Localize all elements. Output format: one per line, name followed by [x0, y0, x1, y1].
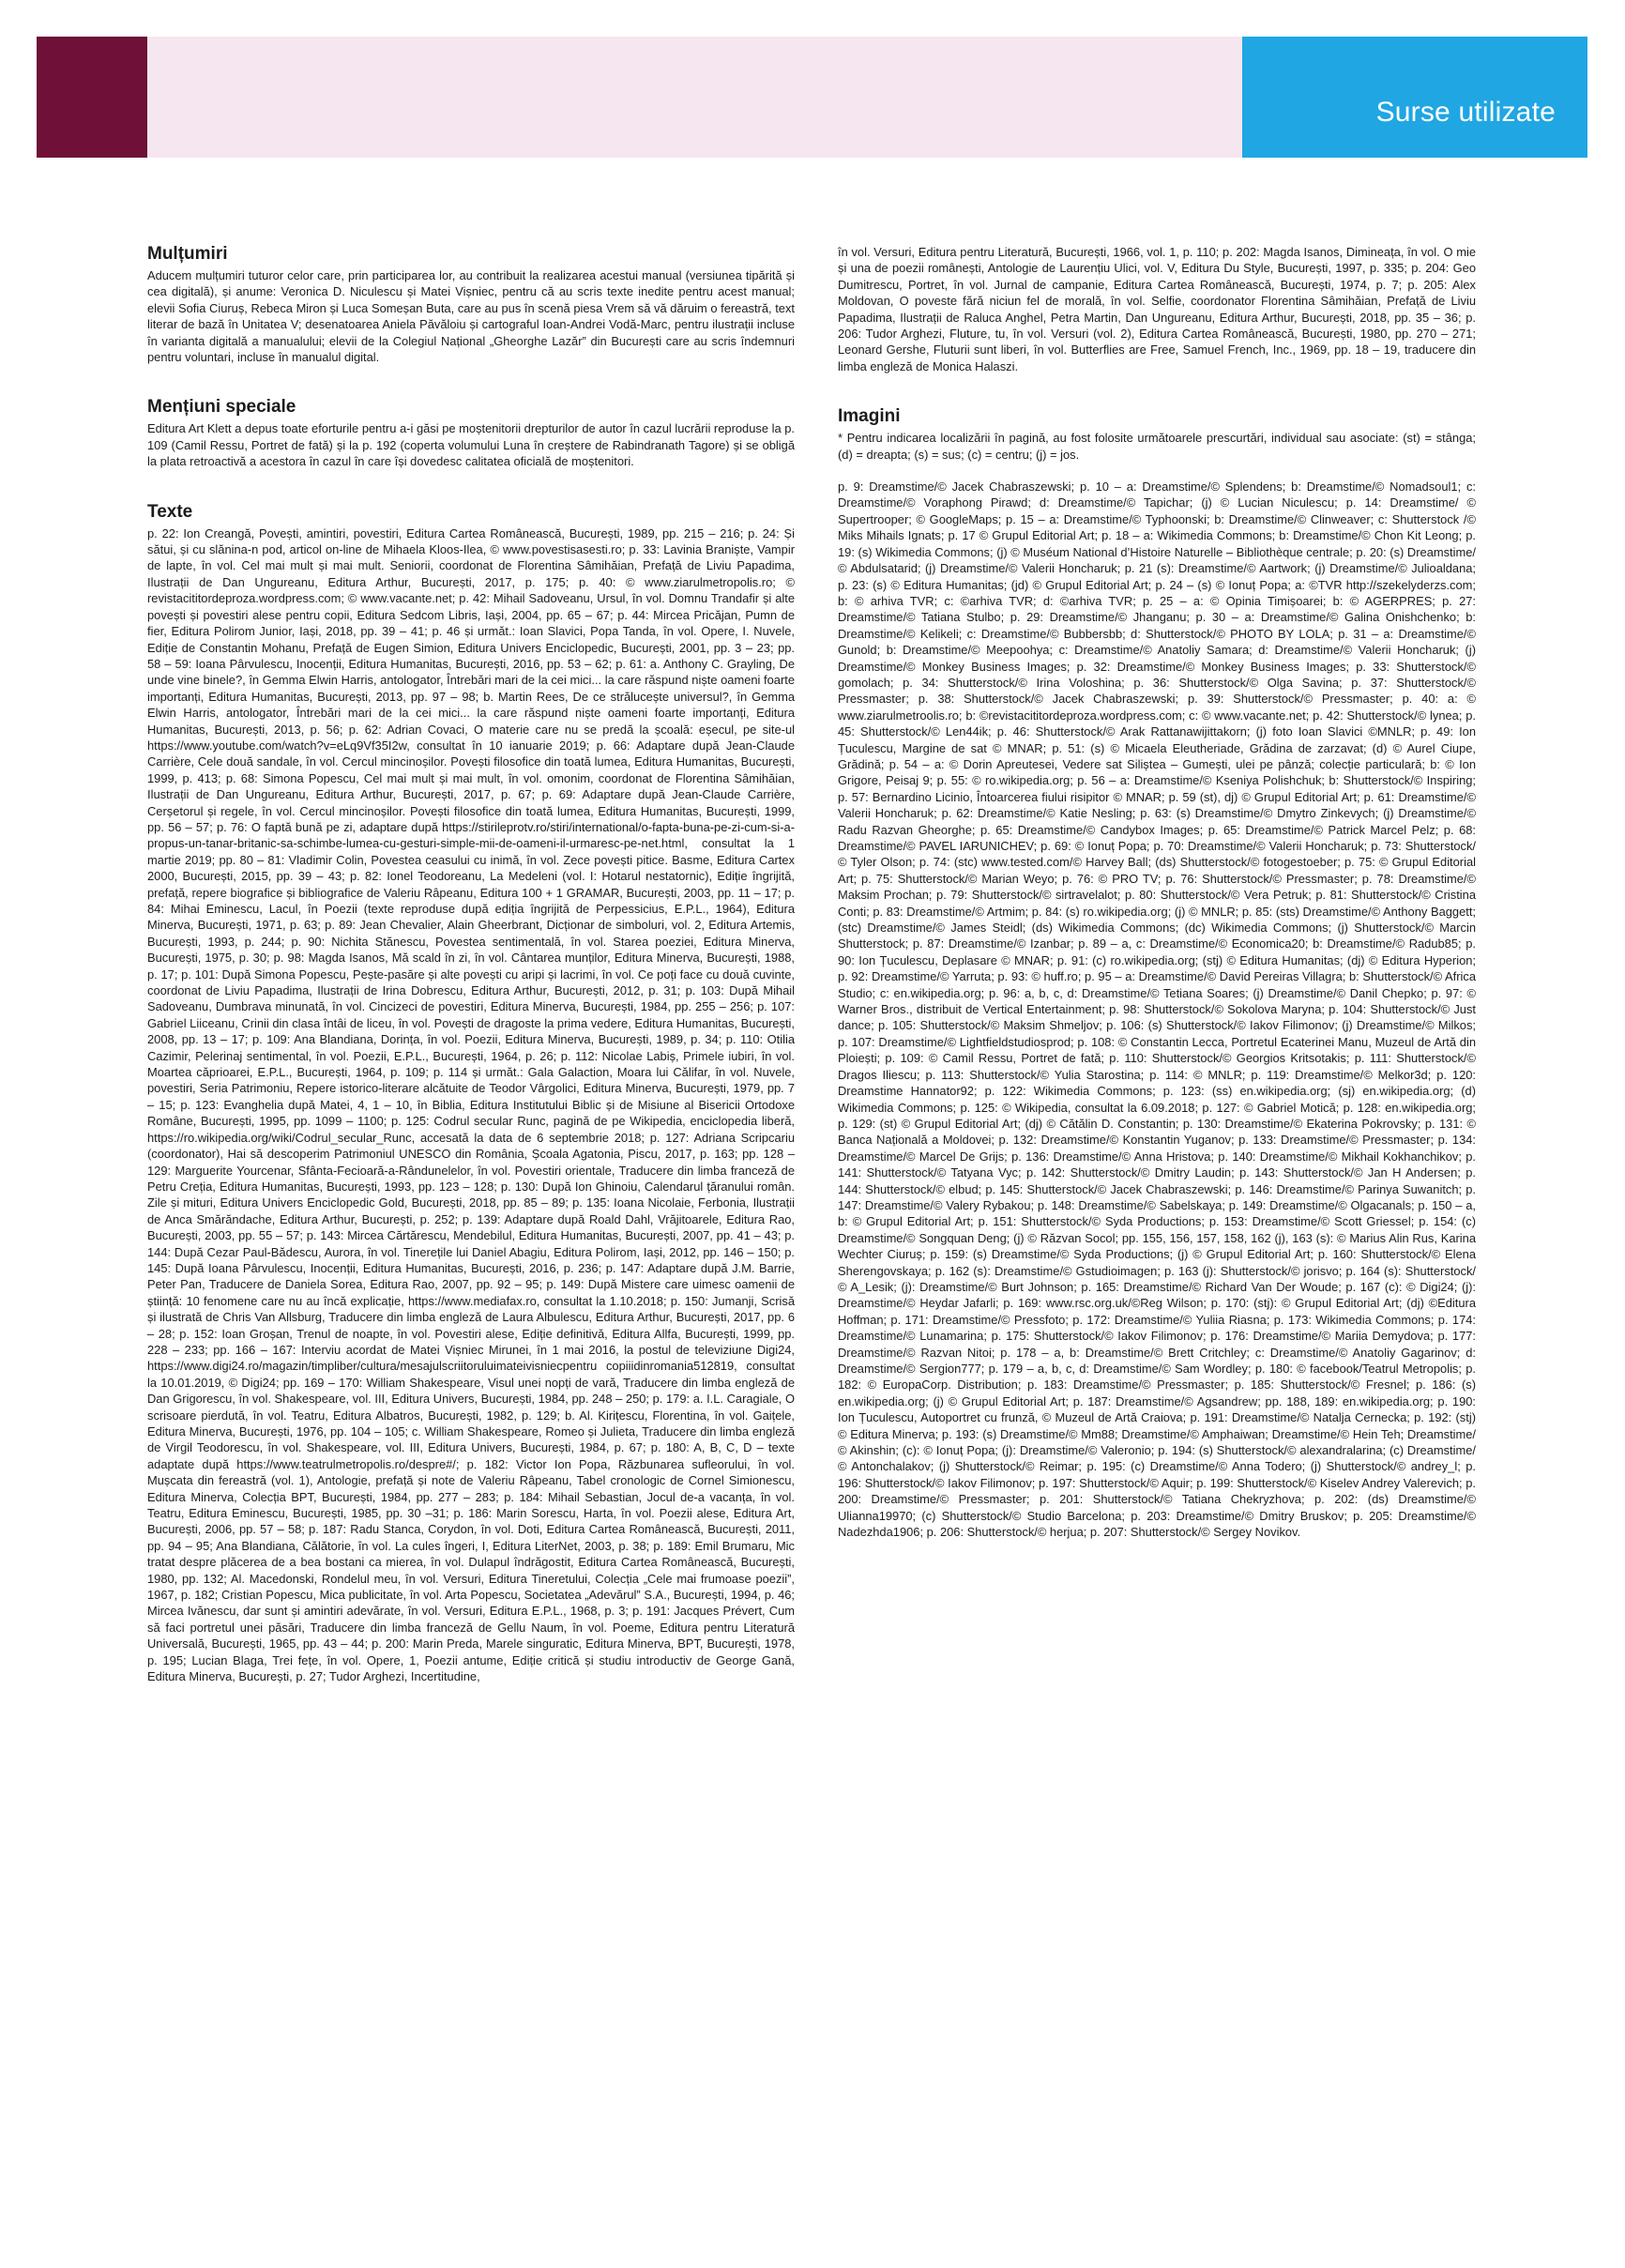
left-column	[147, 244, 795, 1704]
special-mentions-section	[147, 397, 795, 469]
images-heading: Imagini	[838, 406, 901, 427]
texts-sources: p. 22: Ion Creangă, Povești, amintiri, povestiri, Editura Cartea Românească, București, 1989, pp. 215 – 216; p. 24: Și sătui, și cu slănina-n pod, articol on-line de Mihaela Kloos-Ilea, © www.povestisasesti.ro; p. 33: Lavinia Braniște, Vampir de lapte, în vol. Cel mai mult și mai mult. Seniorii, coordonat de Florentina Sâmihăian, Prefață de Liviu Papadima, Ilustrații de Dan Ungureanu, Editura Arthur, București, 2017, p. 175; p. 40: © www.ziarulmetropolis.ro; © revistacititordeproza.wordpress.com; © www.vacante.net; p. 42: Mihail Sadoveanu, Ursul, în vol. Domnu Trandafir și alte povești și povestiri alese pentru copii, Editura Sedcom Libris, Iași, 2004, pp. 65 – 67; p. 44: Mircea Pricăjan, Pumn de fier, Editura Polirom Junior, Iași, 2018, pp. 39 – 41; p. 46 și următ.: Ioan Slavici, Popa Tanda, în vol. Opere, I. Nuvele, Ediție de Constantin Mohanu, Prefață de Eugen Simion, Editura Univers Enciclopedic, București, 2001, pp. 3 – 23; pp. 58 – 59: Ioana Pârvulescu, Inocenții, Editura Humanitas, București, 2016, pp. 53 – 62; p. 61: a. Anthony C. Grayling, De unde vine binele?, în Gemma Elwin Harris, antologator, Întrebări mari de la cei mici... la care răspund niște oameni foarte importanți, Editura Humanitas, București, 2013, pp. 97 – 98; b. Martin Rees, De ce strălucește universul?, în Gemma Elwin Harris, antologator, Întrebări mari de la cei mici... la care răspund niște oameni foarte importanți, Editura Humanitas, București, 2013, p. 56; p. 62: Adrian Covaci, O materie care nu se predă la școală: eșecul, pe site-ul https://www.youtube.com/watch?v=eLq9Vf35I2w, consultat în 10 ianuarie 2019; p. 66: Adaptare după Jean-Claude Carrière, Cele două sandale, în vol. Cercul mincinoșilor. Povești filosofice din toată lumea, Editura Humanitas, București, 1999, p. 413; p. 68: Simona Popescu, Cel mai mult și mai mult, în vol. omonim, coordonat de Florentina Sâmihăian, Ilustrații de Dan Ungureanu, Editura Arthur, București, 2017, p. 67; p. 69: Adaptare după Jean-Claude Carrière, Cerșetorul și regele, în vol. Cercul mincinoșilor. Povești filosofice din toată lumea, Editura Humanitas, București, 1999, pp. 56 – 57; p. 76: O faptă bună pe zi, adaptare după https://stirileprotv.ro/stiri/international/o-fapta-buna-pe-zi-cum-si-a-propus-un-tanar-britanic-sa-schimbe-lumea-cu-gesturi-simple-mii-de-oameni-il-urmaresc-pe-net.html, consultat la 1 martie 2019; pp. 80 – 81: Vladimir Colin, Povestea ceasului cu inimă, în vol. Zece povești pitice. Basme, Editura Cartex 2000, București, 2015, pp. 39 – 43; p. 82: Ionel Teodoreanu, La Medeleni (vol. I: Hotarul nestatornic), Ediție îngrijită, prefață, repere biografice și bibliografice de Valeriu Râpeanu, Editura 100 + 1 GRAMAR, București, 2003, pp. 11 – 17; p. 84: Mihai Eminescu, Lacul, în Poezii (texte reproduse după ediția îngrijită de Perpessicius, E.P.L., 1964), Editura Minerva, București, 1971, p. 63; p. 89: Jean Chevalier, Alain Gheerbrant, Dicționar de simboluri, vol. 2, Editura Artemis, București, 1993, p. 244; p. 90: Nichita Stănescu, Povestea sentimentală, în vol. Starea poeziei, Editura Minerva, București, 1975, p. 30; p. 98: Magda Isanos, Mă scald în zi, în vol. Cântarea munților, Editura Minerva, București, 1988, p. 17; p. 101: După Simona Popescu, Pește-pasăre și alte povești cu aripi și lacrimi, în vol. Ce poți face cu două cuvinte, coordonat de Liviu Papadima, Ilustrații de Irina Dobrescu, Editura Arthur, București, 2012, p. 31; p. 103: După Mihail Sadoveanu, Dumbrava minunată, în vol. Cincizeci de povestiri, Editura Minerva, București, 1984, pp. 255 – 256; p. 107: Gabriel Liiceanu, Crinii din clasa întâi de liceu, în vol. Povești de dragoste la prima vedere, Editura Humanitas, București, 2008, pp. 13 – 17; p. 109: Ana Blandiana, Dorința, în vol. Poezii, Editura Minerva, București, 1989, p. 34; p. 110: Otilia Cazimir, Pelerinaj sentimental, în vol. Poezii, E.P.L., București, 1964, p. 26; p. 112: Nicolae Labiș, Primele iubiri, în vol. Moartea căprioarei, E.P.L., București, 1964, p. 109; p. 114 și următ.: Gala Galaction, Moara lui Călifar, în vol. Nuvele, povestiri, Seria Patrimoniu, Repere istorico-literare alcătuite de Teodor Vârgolici, Editura Minerva, București, 1979, pp. 7 – 15; p. 123: Evanghelia după Matei, 4, 1 – 10, în Biblia, Editura Institutului Biblic și de Misiune al Bisericii Ortodoxe Române, București, 1995, pp. 1099 – 1100; p. 125: Codrul secular Runc, pagină de pe Wikipedia, enciclopedia liberă, https://ro.wikipedia.org/wiki/Codrul_secular_Runc, accesată la data de 6 septembrie 2018; p. 127: Adriana Scripcariu (coordonator), Hai să descoperim Patrimoniul UNESCO din România, Școala Agatonia, Piscu, 2017, p. 163; pp. 128 – 129: Marguerite Yourcenar, Sfânta-Fecioară-a-Rândunelelor, în vol. Povestiri orientale, Traducere din limba franceză de Petru Creția, Editura Humanitas, București, 1993, pp. 123 – 128; p. 130: După Ion Ghinoiu, Calendarul țăranului român. Zile și mituri, Editura Univers Enciclopedic Gold, București, 2018, pp. 85 – 89; p. 135: Ioana Nicolaie, Ferbonia, Ilustrații de Anca Smărăndache, Editura Arthur, București, p. 252; p. 139: Adaptare după Roald Dahl, Vrăjitoarele, Editura Rao, București, 2003, pp. 55 – 57; p. 143: Mircea Cărtărescu, Mendebilul, Editura Humanitas, București, 2007, pp. 41 – 43; p. 144: După Cezar Paul-Bădescu, Aurora, în vol. Tinerețile lui Daniel Abagiu, Editura Polirom, Iași, 2012, pp. 146 – 150; p. 145: După Ioana Pârvulescu, Inocenții, Editura Humanitas, București, 2016, p. 236; p. 147: Adaptare după J.M. Barrie, Peter Pan, Traducere de Daniela Sorea, Editura Rao, 2007, pp. 92 – 95; p. 149: După Mistere care uimesc oamenii de știință: 10 fenomene care nu au încă explicație, https://www.mediafax.ro, consultat la 1.10.2018; p. 150: Jumanji, Scrisă și ilustrată de Chris Van Allsburg, Traducere din limba engleză de Laura Albulescu, Editura Arthur, București, 2017, pp. 6 – 28; p. 152: Ioan Groșan, Trenul de noapte, în vol. Povestiri alese, Ediție definitivă, Editura Allfa, București, 1999, pp. 228 – 233; pp. 166 – 167: Interviu acordat de Matei Vișniec Mirunei, în 1 mai 2016, la postul de televiziune Digi24, https://www.digi24.ro/magazin/timpliber/cultura/mesajulscriitoruluimateivisniecpentru copiiidinromania512819, consultat la 10.01.2019, © Digi24; pp. 169 – 170: William Shakespeare, Visul unei nopți de vară, Traducere din limba engleză de Dan Grigorescu, în vol. Shakespeare, vol. III, Editura Univers, București, 1984, pp. 248 – 250; p. 179: a. I.L. Caragiale, O scrisoare pierdută, în vol. Teatru, Editura Albatros, București, 1982, p. 129; b. Al. Kirițescu, Florentina, în vol. Gaițele, Editura Minerva, București, 1976, pp. 104 – 105; c. William Shakespeare, Romeo și Julieta, Traducere din limba engleză de Virgil Teodorescu, în vol. Shakespeare, vol. III, Editura Univers, București, 1984, p. 67; p. 180: A, B, C, D – texte adaptate după https://www.teatrulmetropolis.ro/despre#/; p. 182: Victor Ion Popa, Răzbunarea sufleorului, în vol. Mușcata din fereastră (vol. 1), Antologie, prefață și note de Valeriu Râpeanu, Tabel cronologic de Cornel Simionescu, Editura Minerva, Colecția BPT, București, 1984, pp. 277 – 283; p. 184: Mihail Sebastian, Jocul de-a vacanța, în vol. Teatru, Editura Eminescu, București, 1985, pp. 30 –31; p. 186: Marin Sorescu, Harta, în vol. Poezii alese, Editura Art, București, 2006, pp. 57 – 58; p. 187: Radu Stanca, Corydon, în vol. Doti, Editura Cartea Românească, București, 2011, pp. 94 – 95; Ana Blandiana, Călătorie, în vol. La cules îngeri, I, Editura LiterNet, 2003, p. 38; p. 189: Emil Brumaru, Mic tratat despre plăcerea de a bea bostani ca mierea, în vol. Dulapul îndrăgostit, Editura Cartea Românească, București, 1980, pp. 132; Al. Macedonski, Rondelul meu, în vol. Versuri, Editura Tineretului, Colecția „Cele mai frumoase poezii”, 1967, p. 182; Cristian Popescu, Mica publicitate, în vol. Arta Popescu, Societatea „Adevărul” S.A., București, 1994, p. 46; Mircea Ivănescu, dar sunt și amintiri adevărate, în vol. Versuri, Editura E.P.L., 1968, p. 3; p. 191: Jacques Prévert, Cum să faci portretul unei păsări, Traducere din limba franceză de Gellu Naum, în vol. Poeme, Editura pentru Literatură Universală, București, 1965, pp. 43 – 44; p. 200: Marin Preda, Marele singuratic, Editura Minerva, BPT, București, 1978, p. 195; Lucian Blaga, Trei fețe, în vol. Opere, 1, Poezii antume, Ediție critică și studiu introductiv de George Gană, Editura Minerva, București, p. 27; Tudor Arghezi, Incertitudine,	[147, 525, 795, 1684]
acknowledgements-heading: Mulțumiri	[147, 244, 228, 264]
texts-continued-section	[838, 244, 1476, 374]
right-column	[838, 244, 1476, 1559]
acknowledgements-text: Aducem mulțumiri tuturor celor care, prin participarea lor, au contribuit la realizarea acestui manual (versiunea tipărită și cea digitală), și anume: Veronica D. Niculescu și Matei Vișniec, pentru că au scris texte inedite pentru acest manual; elevii Sofia Ciuruș, Rebeca Miron și Luca Someșan Buta, care au pus în scenă piesa Vrem să vă dăruim o fereastră, text literar de bază în Unitatea V; desenatoarea Aniela Păvăloiu și cartograful Ioan-Andrei Vodă-Marc, pentru ilustrații incluse în varianta digitală a manualului; elevii de la Colegiul Național „Gheorghe Lazăr” din București care au scris îndemnuri pentru voluntari, incluse în manualul digital.	[147, 268, 795, 365]
texts-heading: Texte	[147, 501, 193, 522]
header-accent-block	[37, 37, 147, 158]
special-mentions-text: Editura Art Klett a depus toate eforturile pentru a-i găsi pe moștenitorii drepturilor de autor în cazul lucrării reproduse la p. 109 (Camil Ressu, Portret de fată) și la p. 192 (coperta volumului Luna în creștere de Rabindranath Tagore) și se obligă la plata retroactivă a acestora în cazul în care își dovedesc calitatea oficială de moștenitori.	[147, 421, 795, 469]
page-title: Surse utilizate	[1375, 97, 1556, 128]
texts-sources-continued: în vol. Versuri, Editura pentru Literatură, București, 1966, vol. 1, p. 110; p. 202: Magda Isanos, Dimineața, în vol. O mie și una de poezii românești, Antologie de Laurențiu Ulici, vol. V, Editura Du Style, București, 1997, p. 335; p. 204: Geo Dumitrescu, Portret, în vol. Jurnal de campanie, Editura Cartea Românească, București, 1974, p. 7; p. 205: Alex Moldovan, O poveste fără niciun fel de morală, în vol. Selfie, coordonator Florentina Sâmihăian, Prefață de Liviu Papadima, Ilustrații de Raluca Anghel, Petra Martin, Dan Ungureanu, Editura Arthur, București, 2018, pp. 35 – 36; p. 206: Tudor Arghezi, Fluture, tu, în vol. Versuri (vol. 2), Editura Cartea Românească, București, 1980, pp. 270 – 271; Leonard Gershe, Fluturii sunt liberi, în vol. Butterflies are Free, Samuel French, Inc., 1969, pp. 18 – 19, traducere din limba engleză de Monica Halaszi.	[838, 245, 1476, 373]
images-abbreviation-note: * Pentru indicarea localizării în pagină, au fost folosite următoarele prescurtări, individual sau asociate: (st) = stânga; (d) = dreapta; (s) = sus; (c) = centru; (j) = jos.	[838, 431, 1476, 462]
special-mentions-heading: Mențiuni speciale	[147, 397, 296, 418]
header-title-block	[1242, 37, 1587, 158]
images-sources: p. 9: Dreamstime/© Jacek Chabraszewski; p. 10 – a: Dreamstime/© Splendens; b: Dreamstime/© Nomadsoul1; c: Dreamstime/© Voraphong Pirawd; d: Dreamstime/© Tapichar; (j) © Lucian Niculescu; p. 14: Dreamstime/ © Supertrooper; © GoogleMaps; p. 15 – a: Dreamstime/© Typhoonski; b: Dreamstime/© Clinweaver; c: Shutterstock /© Miks Mihails Ignats; p. 17 © Grupul Editorial Art; p. 18 – a: Wikimedia Commons; b: Dreamstime/© Chon Kit Leong; p. 19: (s) Wikimedia Commons; (j) © Muséum National d’Histoire Naturelle – Bibliothèque centrale; p. 20: (s) Dreamstime/© Abdulsatarid; (j) Dreamstime/© Valerii Honcharuk; p. 21 (s): Dreamstime/© Aartwork; (j) Dreamstime/© Julioaldana; p. 23: (s) © Editura Humanitas; (jd) © Grupul Editorial Art; p. 24 – (s) © Ionuț Popa; a: ©TVR http://szekelyderzs.com; b: © arhiva TVR; c: ©arhiva TVR; d: ©arhiva TVR; p. 25 – a: © Opinia Timișoarei; b: © AGERPRES; p. 27: Dreamstime/© Tatiana Stulbo; p. 29: Dreamstime/© Jhanganu; p. 30 – a: Dreamstime/© Galina Onishchenko; b: Dreamstime/© Kelikeli; c: Dreamstime/© Bubbersbb; d: Shutterstock/© PHOTO BY LOLA; p. 31 – a: Dreamstime/© Gunold; b: Dreamstime/© Meepoohya; c: Dreamstime/© Anatoliy Samara; d: Dreamstime/© Valerii Honcharuk; (j) Dreamstime/© Monkey Business Images; p. 32: Dreamstime/© Monkey Business Images; p. 33: Shutterstock/© gomolach; p. 34: Shutterstock/© Irina Voloshina; p. 36: Shutterstock/© Olga Savina; p. 37: Shutterstock/© Pressmaster; p. 38: Shutterstock/© Jacek Chabraszewski; p. 39: Shutterstock/© Pressmaster; p. 40: a: © www.ziarulmetroolis.ro; b: ©revistacititordeproza.wordpress.com; c: © www.vacante.net; p. 42: Shutterstock/© lynea; p. 45: Shutterstock/© Len44ik; p. 46: Shutterstock/© Arak Rattanawijittakorn; (j) foto Ioan Slavici ©MNLR; p. 49: Ion Țuculescu, Margine de sat © MNAR; p. 51: (s) © Micaela Eleutheriade, Grădina de zarzavat; (d) © Aurel Ciupe, Grădină; p. 54 – a: © Dorin Apreutesei, Vedere sat Siliștea – Gumești, ulei pe pânză; colecție particulară; b: © Ion Grigore, Peisaj 9; p. 55: © ro.wikipedia.org; p. 56 – a: Dreamstime/© Kseniya Polishchuk; b: Shutterstock/© Inspiring; p. 57: Bernardino Licinio, Întoarcerea fiului risipitor © MNAR; p. 59 (st), dj) © Grupul Editorial Art; p. 61: Dreamstime/© Valerii Honcharuk; p. 62: Dreamstime/© Katie Nesling; p. 63: (s) Dreamstime/© Dmytro Zinkevych; (j) Dreamstime/© Radu Razvan Gheorghe; p. 65: Dreamstime/© Candybox Images; p. 65: Dreamstime/© Patrick Marcel Pelz; p. 68: Dreamstime/© PAVEL IARUNICHEV; p. 69: © Ionuț Popa; p. 70: Dreamstime/© Valerii Honcharuk; p. 73: Shutterstock/© Tyler Olson; p. 74: (stc) www.tested.com/© Harvey Ball; (ds) Shutterstock/© fotogestoeber; p. 75: © Grupul Editorial Art; p. 75: Shutterstock/© Marian Weyo; p. 76: © PRO TV; p. 76: Shutterstock/© Pressmaster; p. 78: Dreamstime/© Maksim Prochan; p. 79: Shutterstock/© sirtravelalot; p. 80: Shutterstock/© Vera Petruk; p. 81: Shutterstock/© Cristina Conti; p. 83: Dreamstime/© Artmim; p. 84: (s) ro.wikipedia.org; (j) © MNLR; p. 85: (sts) Dreamstime/© Anthony Baggett; (stc) Dreamstime/© James Steidl; (ds) Wikimedia Commons; (dc) Wikimedia Commons; (j) Shutterstock/© Marcin Shutterstock; p. 87: Dreamstime/© Izanbar; p. 89 – a, c: Dreamstime/© Economica20; b: Dreamstime/© Radub85; p. 90: Ion Țuculescu, Deplasare © MNAR; p. 91: (c) ro.wikipedia.org; (stj) © Editura Humanitas; (dj) © Editura Hyperion; p. 92: Dreamstime/© Yarruta; p. 93: © huff.ro; p. 95 – a: Dreamstime/© David Pereiras Villagra; b: Shutterstock/© Africa Studio; c: en.wikipedia.org; p. 96: a, b, c, d: Dreamstime/© Tetiana Soares; (j) Dreamstime/© Danil Chepko; p. 97: © Warner Bros., distribuit de Vertical Entertainment; p. 98: Shutterstock/© Sokolova Maryna; p. 104: Shutterstock/© Just dance; p. 105: Shutterstock/© Maksim Shmeljov; p. 106: (s) Shutterstock/© Iakov Filimonov; (j) Dreamstime/© Milkos; p. 107: Dreamstime/© Lightfieldstudiosprod; p. 108: © Constantin Lecca, Portretul Ecaterinei Manu, Muzeul de Artă din Ploiești; p. 109: © Camil Ressu, Portret de fată; p. 110: Shutterstock/© Georgios Kritsotakis; p. 111: Shutterstock/© Dragos Iliescu; p. 113: Shutterstock/© Yulia Starostina; p. 114: © MNLR; p. 119: Dreamstime/© Melkor3d; p. 120: Dreamstime Hannator92; p. 122: Wikimedia Commons; p. 123: (ss) en.wikipedia.org; (sj) en.wikipedia.org; (d) Wikimedia Commons; p. 125: © Wikipedia, consultat la 6.09.2018; p. 127: © Gabriel Motică; p. 128: en.wikipedia.org; p. 129: (st) © Grupul Editorial Art; (dj) © Cătălin D. Constantin; p. 130: Dreamstime/© Ekaterina Pokrovsky; p. 131: © Banca Națională a Moldovei; p. 132: Dreamstime/© Konstantin Yuganov; p. 133: Dreamstime/© Pressmaster; p. 134: Dreamstime/© Marcel De Grijs; p. 136: Dreamstime/© Anna Hristova; p. 140: Dreamstime/© Mikhail Kokhanchikov; p. 141: Shutterstock/© Tatyana Vyc; p. 142: Shutterstock/© Dmitry Laudin; p. 143: Shutterstock/© Jan H Andersen; p. 144: Shutterstock/© elbud; p. 145: Shutterstock/© Jacek Chabraszewski; p. 146: Dreamstime/© Parinya Suwanitch; p. 147: Dreamstime/© Valery Rybakou; p. 148: Dreamstime/© Sabelskaya; p. 149: Dreamstime/© Olgacanals; p. 150 – a, b: © Grupul Editorial Art; p. 151: Shutterstock/© Syda Productions; p. 153: Dreamstime/© Scott Griessel; p. 154: (c) Dreamstime/© Songquan Deng; (j) © Răzvan Socol; pp. 155, 156, 157, 158, 162 (j), 163 (s): © Marius Alin Rus, Karina Wechter Ciuruș; p. 159: (s) Dreamstime/© Syda Productions; (j) © Grupul Editorial Art; p. 160: Shutterstock/© Elena Sherengovskaya; p. 162 (s): Dreamstime/© Gstudioimagen; p. 163 (j): Shutterstock/© jorisvo; p. 164 (s): Shutterstock/© A_Lesik; (j): Dreamstime/© Burt Johnson; p. 165: Dreamstime/© Richard Van Der Woude; p. 167 (c): © Digi24; (j): Dreamstime/© Heydar Jafarli; p. 169: www.rsc.org.uk/©Reg Wilson; p. 170: (stj): © Grupul Editorial Art; (dj) ©Editura Hoffman; p. 171: Dreamstime/© Pressfoto; p. 172: Dreamstime/© Yuliia Riasna; p. 173: Wikimedia Commons; p. 174: Dreamstime/© Lunamarina; p. 175: Shutterstock/© Iakov Filimonov; p. 176: Dreamstime/© Mariia Demydova; p. 177: Dreamstime/© Razvan Nitoi; p. 178 – a, b: Dreamstime/© Brett Critchley; c: Dreamstime/© Anatoliy Gagarinov; d: Dreamstime/© Sergion777; p. 179 – a, b, c, d: Dreamstime/© Sam Wordley; p. 180: © facebook/Teatrul Metropolis; p. 182: © EuropaCorp. Distribution; p. 183: Dreamstime/© Pressmaster; p. 185: Shutterstock/© Fresnel; p. 186: (s) en.wikipedia.org; (j) © Grupul Editorial Art; p. 187: Dreamstime/© Agsandrew; pp. 188, 189: en.wikipedia.org; p. 190: Ion Țuculescu, Autoportret cu frunză, © Muzeul de Artă Craiova; p. 191: Dreamstime/© Natalja Cernecka; p. 192: (stj) © Editura Minerva; p. 193: (s) Dreamstime/© Mm88; Dreamstime/© Amphaiwan; Dreamstime/© Hein Teh; Dreamstime/© Akinshin; (c): © Ionuț Popa; (j): Dreamstime/© Valeronio; p. 194: (s) Shutterstock/© alexandralarina; (c) Dreamstime/© Antonchalakov; (j) Shutterstock/© Reimar; p. 195: (c) Dreamstime/© Anna Todero; (j) Shutterstock/© andrey_l; p. 196: Shutterstock/© Iakov Filimonov; p. 197: Shutterstock/© Aquir; p. 199: Shutterstock/© Kiselev Andrey Valerevich; p. 200: Dreamstime/© Pressmaster; p. 201: Shutterstock/© Tatiana Chekryzhova; p. 202: (ds) Dreamstime/© Ulianna19970; (c) Shutterstock/© Studio Barcelona; p. 203: Dreamstime/© Dmitry Bruskov; p. 205: Dreamstime/© Nadezhda1906; p. 206: Shutterstock/© herjua; p. 207: Shutterstock/© Sergey Novikov.	[838, 479, 1476, 1540]
images-section	[838, 406, 1476, 1540]
texts-section	[147, 502, 795, 1685]
header-band	[147, 37, 1242, 158]
acknowledgements-section	[147, 244, 795, 365]
